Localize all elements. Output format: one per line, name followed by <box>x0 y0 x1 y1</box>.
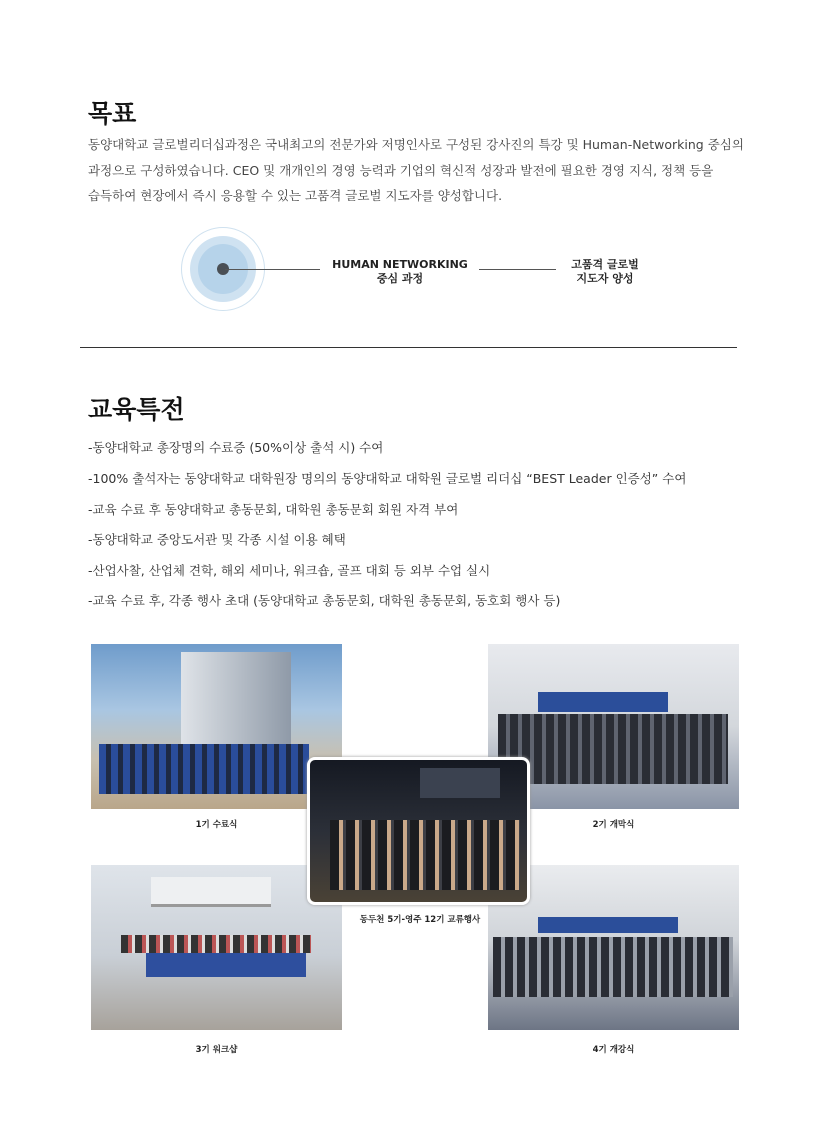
photo-caption: 1기 수료식 <box>195 820 238 830</box>
benefits-title: 교육특전 <box>88 395 185 424</box>
benefit-item: -교육 수료 후 동양대학교 총동문회, 대학원 총동문회 회원 자격 부여 <box>88 502 459 517</box>
diagram-step-2 <box>560 258 650 286</box>
section-divider <box>80 347 737 348</box>
photo-exchange-event <box>307 757 530 905</box>
diagram-step-2-line-2: 지도자 양성 <box>576 272 634 285</box>
goal-title: 목표 <box>88 99 137 128</box>
photo-caption: 2기 개막식 <box>592 820 635 830</box>
goal-paragraph-3: 습득하여 현장에서 즉시 응용할 수 있는 고품격 글로벌 지도자를 양성합니다. <box>88 188 503 203</box>
benefit-item: -100% 출석자는 동양대학교 대학원장 명의의 동양대학교 대학원 글로벌 리더십 “BEST Leader 인증성” 수여 <box>88 471 687 486</box>
benefit-item: -산업사찰, 산업체 견학, 해외 세미나, 워크숍, 골프 대회 등 외부 수업 실시 <box>88 563 491 578</box>
photo-workshop <box>91 865 342 1030</box>
photo-caption: 4기 개강식 <box>592 1045 635 1055</box>
photo-caption: 동두천 5기-영주 12기 교류행사 <box>359 915 481 925</box>
diagram-step-1-line-1: HUMAN NETWORKING <box>332 258 468 271</box>
goal-paragraph-1: 동양대학교 글로벌리더십과정은 국내최고의 전문가와 저명인사로 구성된 강사진의 특강 및 Human-Networking 중심의 <box>88 137 744 152</box>
photo-caption: 3기 워크샵 <box>195 1045 238 1055</box>
diagram-step-2-line-1: 고품격 글로벌 <box>571 258 639 271</box>
diagram-step-1-line-2: 중심 과정 <box>376 272 424 285</box>
goal-paragraph-2: 과정으로 구성하였습니다. CEO 및 개개인의 경영 능력과 기업의 혁신적 성장과 발전에 필요한 경영 지식, 정책 등을 <box>88 163 714 178</box>
benefit-item: -동양대학교 총장명의 수료증 (50%이상 출석 시) 수여 <box>88 440 384 455</box>
benefit-item: -동양대학교 중앙도서관 및 각종 시설 이용 혜택 <box>88 532 346 547</box>
photo-graduation <box>91 644 342 809</box>
diagram-line-2 <box>479 269 556 270</box>
benefit-item: -교육 수료 후, 각종 행사 초대 (동양대학교 총동문회, 대학원 총동문회, 동호회 행사 등) <box>88 593 561 608</box>
diagram-step-1 <box>325 258 475 286</box>
diagram-line-1 <box>225 269 320 270</box>
